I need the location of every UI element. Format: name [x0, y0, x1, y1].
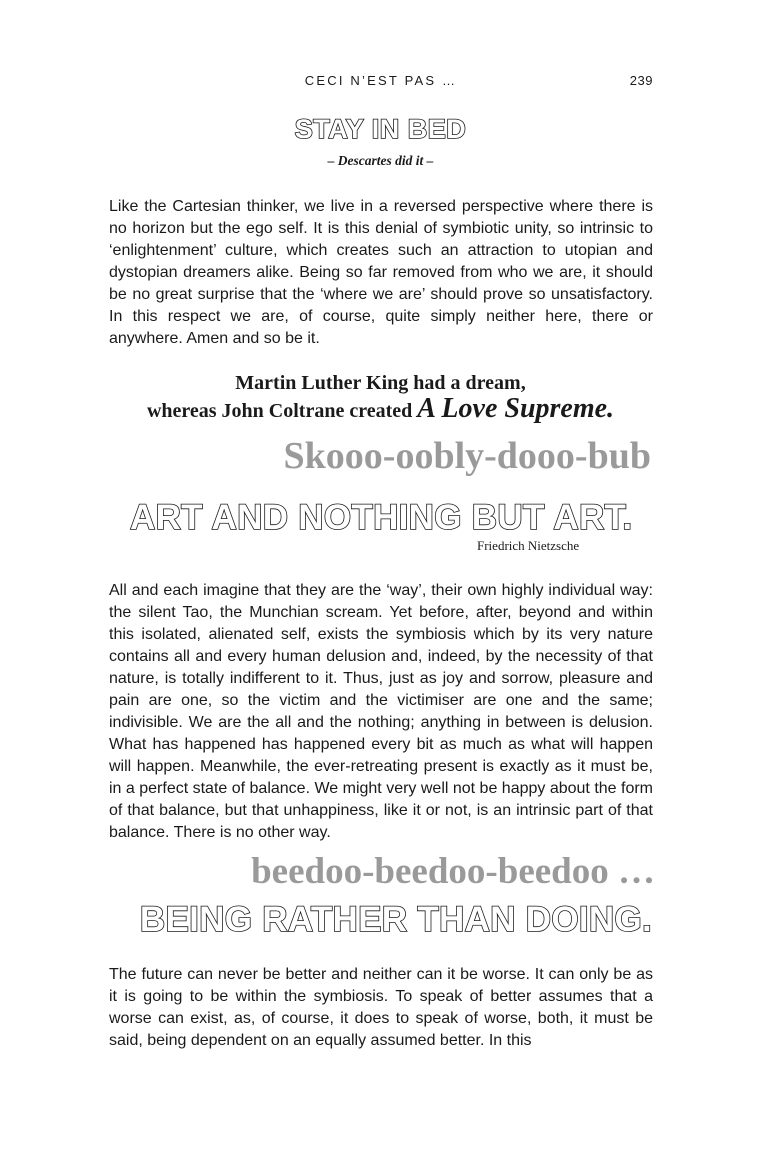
- running-head-title: CECI N’EST PAS …: [304, 73, 458, 88]
- running-head: [109, 73, 653, 93]
- heading-art-nothing-but-art: ART AND NOTHING BUT ART.: [130, 498, 633, 537]
- paragraph-cartesian: Like the Cartesian thinker, we live in a reversed perspective where there is no horizon but the ego self. It is this denial of symbiotic unity, so intrinsic to ‘enlightenment’ culture, which creates such an attraction to utopian and dystopian dreamers alike. Being so far removed from who we are, it should be no great surprise that the ‘where we are’ should prove so unsatisfactory. In this respect we are, of course, quite simply neither here, there or anywhere. Amen and so be it.: [109, 198, 653, 347]
- paragraph-future: The future can never be better and neither can it be worse. It can only be as it is going to be within the symbiosis. To speak of better assumes that a worse can exist, as, of course, it does to speak of worse, both, it must be said, being dependent on an equally assumed better. In this: [109, 966, 653, 1049]
- paragraph-tao: All and each imagine that they are the ‘way’, their own highly individual way: the silent Tao, the Munchian scream. Yet before, after, beyond and within this isolated, alienated self, exists the symbiosis which by its very nature contains all and every human delusion and, indeed, by the necessity of that nature, is totally indifferent to it. Thus, just as joy and sorrow, pleasure and pain are one, so the victim and the victimiser are one and the same; indivisible. We are the all and the nothing; anything in between is delusion. What has happened has happened every bit as much as what will happen will happen. Meanwhile, the ever-retreating present is exactly as it must be, in a perfect state of balance. We might very well not be happy about the form of that balance, but that unhappiness, like it or not, is an intrinsic part of that balance. There is no other way.: [109, 582, 654, 841]
- quote-line-1: Martin Luther King had a dream,: [235, 372, 526, 394]
- heading-being-rather-than-doing: BEING RATHER THAN DOING.: [139, 900, 652, 939]
- subheading-descartes: – Descartes did it –: [327, 153, 434, 168]
- scat-beedoo: beedoo-beedoo-beedoo …: [251, 851, 655, 892]
- quote-love-supreme: A Love Supreme.: [417, 393, 615, 424]
- scat-skooo: Skooo-oobly-dooo-bub: [283, 435, 651, 477]
- quote-line-2: [0, 393, 761, 424]
- page-number: 239: [629, 73, 653, 88]
- attribution-nietzsche: Friedrich Nietzsche: [477, 538, 580, 553]
- heading-stay-in-bed: STAY IN BED: [294, 114, 467, 144]
- quote-mlk-coltrane: [0, 370, 761, 424]
- quote-line-2-prefix: whereas John Coltrane created: [146, 400, 418, 422]
